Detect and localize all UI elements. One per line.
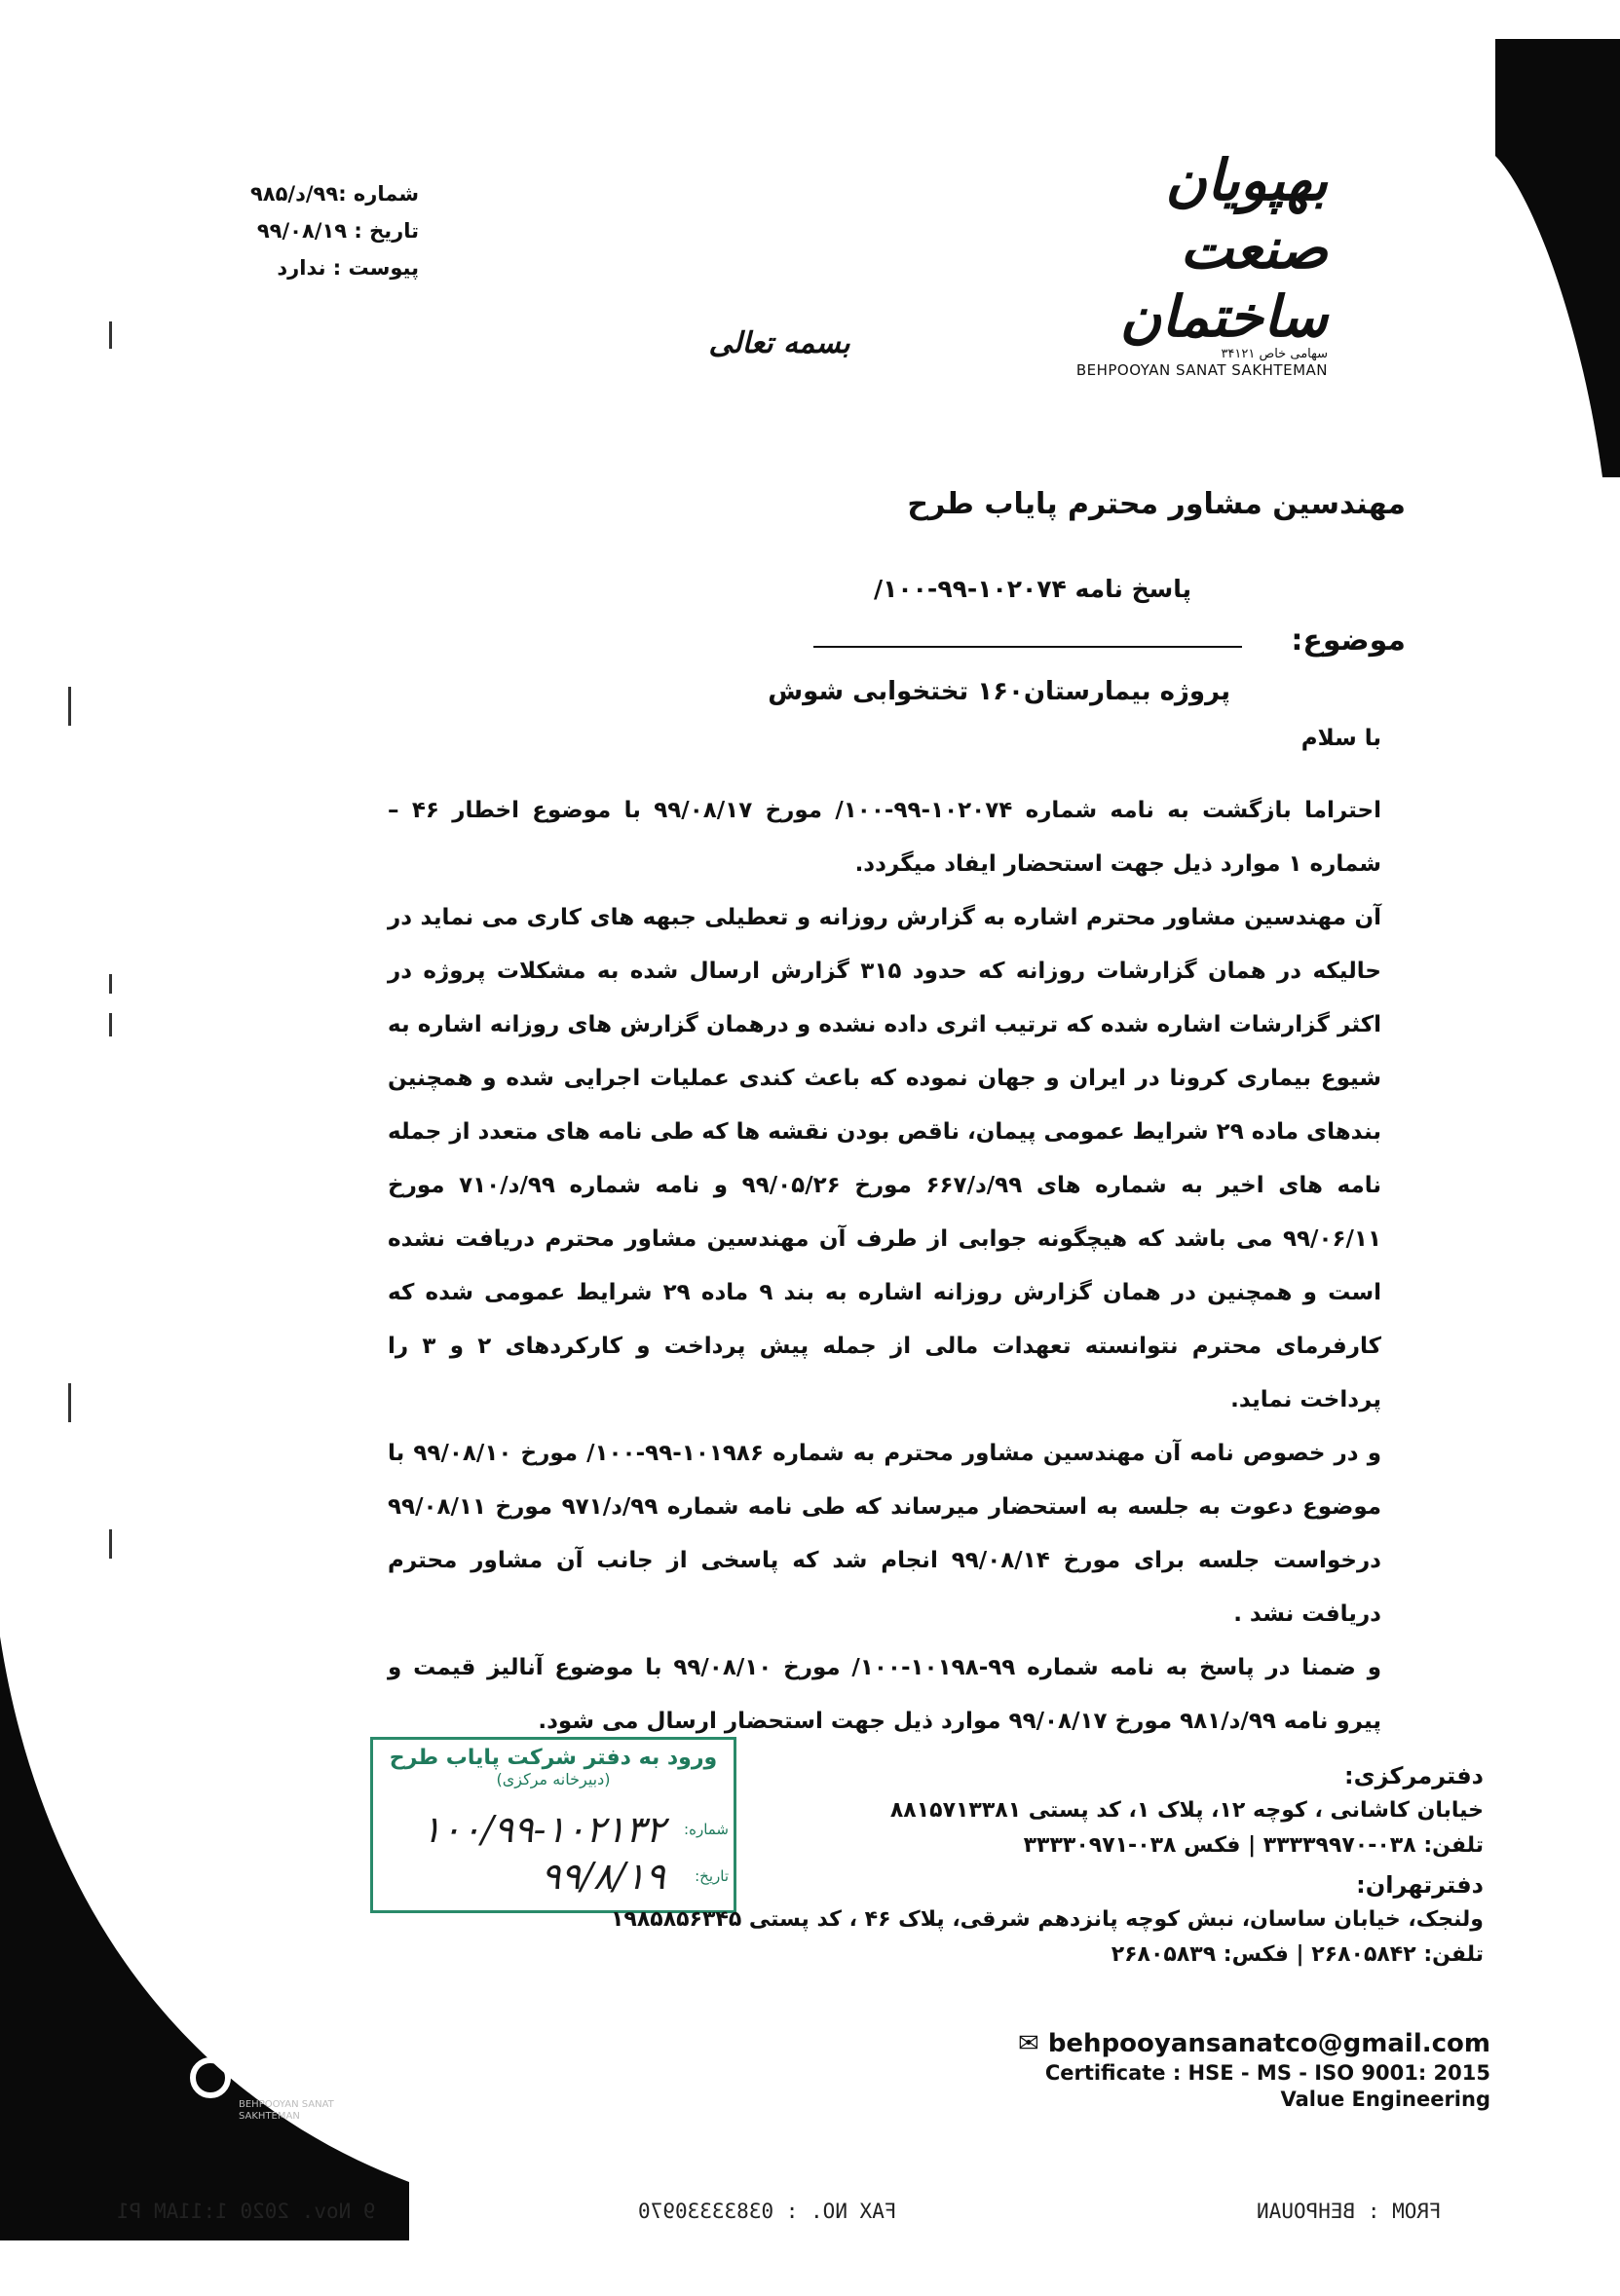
company-logo [1006, 146, 1328, 379]
fax-header-line [0, 2200, 1620, 2229]
central-office-phone: تلفن: ۰۳۸-۳۳۳۳۹۹۷۰ | فکس ۰۳۸-۳۳۳۳۰۹۷۱ [1023, 1833, 1484, 1858]
email-icon: ✉ [1017, 2029, 1048, 2058]
swoosh-caption: BEHPOOYAN SANAT SAKHTEMAN [239, 2099, 334, 2122]
logo-english-name: BEHPOOYAN SANAT SAKHTEMAN [1075, 361, 1328, 379]
letter-meta [195, 175, 419, 286]
email-text: behpooyansanatco@gmail.com [1047, 2029, 1490, 2058]
central-office-address: خیابان کاشانی ، کوچه ۱۲، پلاک ۱، کد پستی ۸۸۱۵۷۱۳۳۸۱ [889, 1798, 1484, 1823]
stamp-subtitle: (دبیرخانه مرکزی) [496, 1770, 611, 1788]
subject-label: موضوع: [1291, 623, 1406, 658]
scan-mark [68, 687, 71, 726]
tehran-office-heading: دفترتهران: [1356, 1871, 1484, 1899]
scan-mark [109, 1013, 112, 1036]
circle-logo-icon [190, 2057, 231, 2098]
body-paragraph: و در خصوص نامه آن مهندسین مشاور محترم به شماره ۱۰۱۹۸۶-۹۹-۱۰۰/ مورخ ۹۹/۰۸/۱۰ با موضوع دعوت به جلسه به استحضار میرساند که طی نامه شماره ۹۹/د/۹۷۱ مورخ ۹۹/۰۸/۱۱ درخواست جلسه برای مورخ ۹۹/۰۸/۱۴ انجام شد که پاسخی از جانب آن مشاور محترم دریافت نشد . [388, 1441, 1381, 1627]
scan-mark [68, 1383, 71, 1422]
letter-attachment: پیوست : ندارد [277, 256, 419, 280]
subject-underline [813, 646, 1242, 648]
stamp-number-label: شماره: [684, 1821, 729, 1838]
tehran-office-phone: تلفن: ۲۶۸۰۵۸۴۲ | فکس: ۲۶۸۰۵۸۳۹ [1111, 1942, 1484, 1967]
scan-mark [109, 1529, 112, 1559]
fax-number: FAX NO. : 03833330970 [638, 2200, 897, 2223]
letter-number: شماره :۹۹/د/۹۸۵ [249, 182, 419, 206]
subject-text: پروژه بیمارستان۱۶۰ تختخوابی شوش [768, 677, 1230, 706]
decorative-band [1476, 39, 1620, 477]
fax-date: 9 Nov. 2020 1:11AM P1 [117, 2200, 376, 2223]
scan-mark [109, 321, 112, 349]
greeting: با سلام [1300, 726, 1381, 751]
scan-mark [109, 974, 112, 994]
letter-body [388, 784, 1381, 1749]
central-office-heading: دفترمرکزی: [1343, 1762, 1484, 1789]
fax-from: FROM : BEHPOUAN [1257, 2200, 1442, 2223]
body-paragraph: احتراما بازگشت به نامه شماره ۱۰۲۰۷۴-۹۹-۱۰۰/ مورخ ۹۹/۰۸/۱۷ با موضوع اخطار ۴۶ – شماره ۱ موارد ذیل جهت استحضار ایفاد میگردد. [388, 798, 1381, 877]
contact-block [906, 2029, 1490, 2111]
tehran-office-address: ولنجک، خیابان ساسان، نبش کوچه پانزدهم شرقی، پلاک ۴۶ ، کد پستی ۱۹۸۵۸۵۶۳۴۵ [610, 1907, 1484, 1932]
body-paragraph: آن مهندسین مشاور محترم اشاره به گزارش روزانه و تعطیلی جبهه های کاری می نماید در حالیکه در همان گزارشات روزانه که حدود ۳۱۵ گزارش ارسال شده به مشکلات پروژه در اکثر گزارشات اشاره شده که ترتیب اثری داده نشده و درهمان گزارش های روزانه اشاره به شیوع بیماری کرونا در ایران و جهان نموده که باعث کندی عملیات اجرایی شده و همچنین بندهای ماده ۲۹ شرایط عمومی پیمان، ناقص بودن نقشه ها که طی نامه های متعدد از جمله نامه های اخیر به شماره های ۹۹/د/۶۶۷ مورخ ۹۹/۰۵/۲۶ و نامه شماره ۹۹/د/۷۱۰ مورخ ۹۹/۰۶/۱۱ می باشد که هیچگونه جوابی از طرف آن مهندسین مشاور محترم دریافت نشده است و همچنین در همان گزارش روزانه اشاره به بند ۹ ماده ۲۹ شرایط عمومی شده که کارفرمای محترم نتوانسته تعهدات مالی از جمله پیش پرداخت و کارکردهای ۲ و ۳ را پرداخت نماید. [388, 905, 1382, 1412]
recipient: مهندسین مشاور محترم پایاب طرح [907, 487, 1406, 521]
logo-subtitle: سهامی خاص ۳۴۱۲۱ [1221, 347, 1328, 361]
stamp-date-label: تاریخ: [695, 1867, 729, 1885]
stamp-date-value: ۹۹/۸/۱۹ [541, 1855, 665, 1898]
certificate: Certificate : HSE - MS - ISO 9001: 2015 [1044, 2061, 1490, 2085]
value-engineering: Value Engineering [1280, 2088, 1490, 2111]
bismillah: بسمه تعالی [708, 326, 850, 360]
body-paragraph: و ضمنا در پاسخ به نامه شماره ۹۹-۱۰۱۹۸-۱۰۰/ مورخ ۹۹/۰۸/۱۰ با موضوع آنالیز قیمت و پیرو نامه ۹۹/د/۹۸۱ مورخ ۹۹/۰۸/۱۷ موارد ذیل جهت استحضار ارسال می شود. [388, 1655, 1381, 1734]
footer-addresses [607, 1758, 1484, 1973]
stamp-title: ورود به دفتر شرکت پایاب طرح [389, 1746, 718, 1770]
stamp-number-value: ۱۰۰/۹۹-۱۰۲۱۳۲ [421, 1808, 665, 1851]
letter-date: تاریخ : ۹۹/۰۸/۱۹ [256, 219, 419, 243]
reply-reference: پاسخ نامه ۱۰۲۰۷۴-۹۹-۱۰۰/ [874, 575, 1191, 603]
email-address[interactable] [906, 2029, 1490, 2058]
logo-persian-name: بهپویان صنعت ساختمان [1119, 147, 1328, 350]
